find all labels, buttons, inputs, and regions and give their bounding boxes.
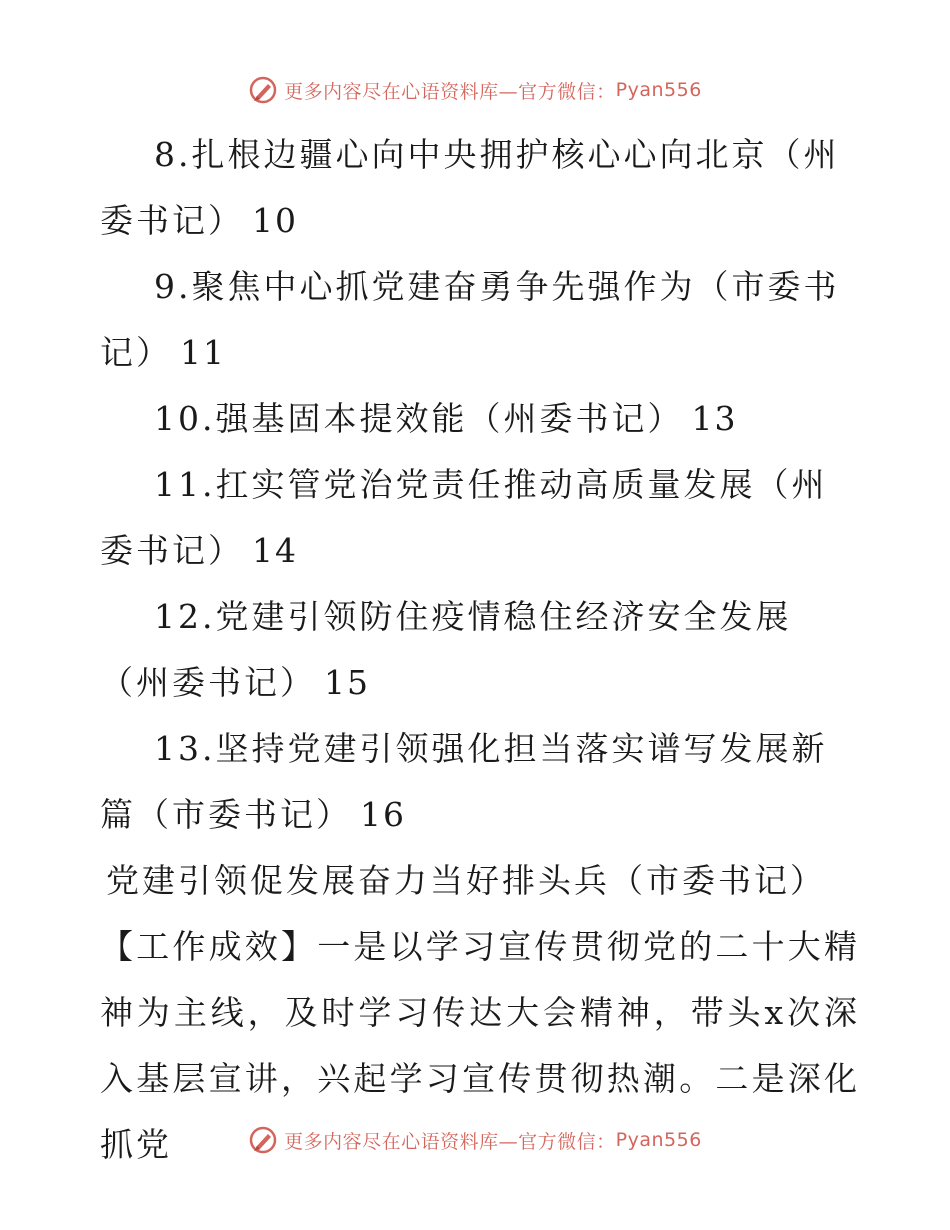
toc-entry (100, 122, 860, 254)
toc-entry-title: 9.聚焦中心抓党建奋勇争先强作为（市委书记） (100, 267, 840, 372)
watermark-banner-top (0, 70, 950, 110)
toc-entry-title: 10.强基固本提效能（州委书记） (154, 399, 684, 438)
toc-entry-page: 14 (252, 531, 298, 570)
toc-entry (100, 254, 860, 386)
watermark-wechat-id: Pyan556 (615, 79, 702, 101)
toc-entry-page: 15 (324, 663, 370, 702)
watermark-text: 更多内容尽在心语资料库—官方微信： (284, 1130, 616, 1153)
toc-entry-title: 8.扎根边疆心向中央拥护核心心向北京（州委书记） (100, 135, 840, 240)
toc-entry-title: 11.扛实管党治党责任推动高质量发展（州委书记） (100, 465, 828, 570)
toc-entry-title: 13.坚持党建引领强化担当落实谱写发展新篇（市委书记） (100, 729, 828, 834)
toc-entry (100, 584, 860, 716)
pen-logo-icon (248, 75, 278, 105)
document-page (100, 122, 860, 1178)
pen-logo-icon (248, 1125, 278, 1155)
section-heading: 党建引领促发展奋力当好排头兵（市委书记） (106, 861, 826, 900)
toc-entry (100, 452, 860, 584)
toc-entry (100, 716, 860, 848)
toc-entry-title: 12.党建引领防住疫情稳住经济安全发展（州委书记） (100, 597, 792, 702)
watermark-wechat-id: Pyan556 (615, 1129, 702, 1151)
watermark-text: 更多内容尽在心语资料库—官方微信： (284, 80, 616, 103)
toc-entry-page: 10 (252, 201, 298, 240)
section-paragraph: 【工作成效】一是以学习宣传贯彻党的二十大精神为主线，及时学习传达大会精神，带头x次深入基层宣讲，兴起学习宣传贯彻热潮。二是深化抓党 (100, 927, 860, 1164)
toc-entry-page: 11 (180, 333, 226, 372)
watermark-banner-bottom (0, 1120, 950, 1160)
toc-entry-page: 16 (360, 795, 406, 834)
toc-entry (100, 386, 860, 452)
toc-entry-page: 13 (691, 399, 738, 438)
